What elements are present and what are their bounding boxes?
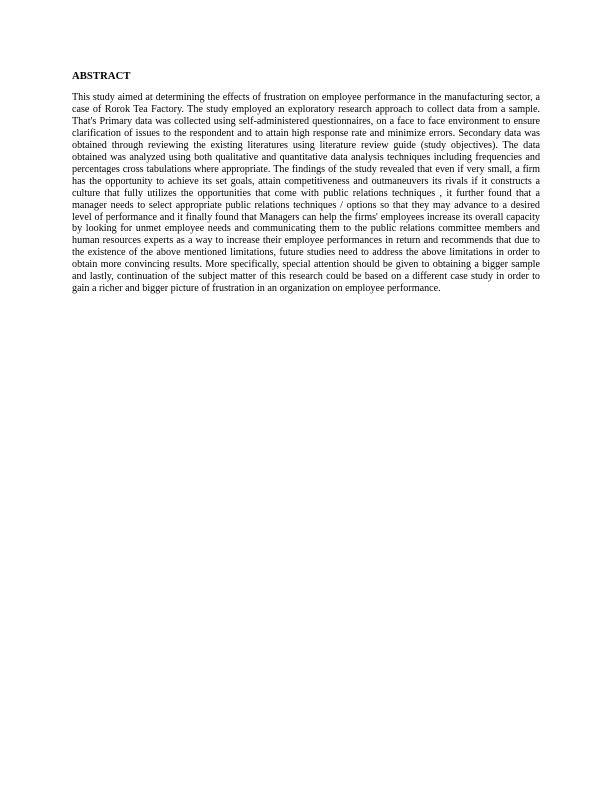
abstract-paragraph: This study aimed at determining the effects of frustration on employee performance in the manufacturing sector, a case of Rorok Tea Factory. The study employed an exploratory research approach to collect data from a sample. That's Primary data was collected using self-administered questionnaires, on a face to face environment to ensure clarification of issues to the respondent and to attain high response rate and minimize errors. Secondary data was obtained through reviewing the existing literatures using literature review guide (study objectives). The data obtained was analyzed using both qualitative and quantitative data analysis techniques including frequencies and percentages cross tabulations where appropriate. The findings of the study revealed that even if very small, a firm has the opportunity to achieve its set goals, attain competitiveness and outmaneuvers its rivals if it constructs a culture that fully utilizes the opportunities that come with public relations techniques , it further found that a manager needs to select appropriate public relations techniques / options so that they may advance to a desired level of performance and it finally found that Managers can help the firms' employees increase its overall capacity by looking for unmet employee needs and communicating them to the public relations committee members and human resources experts as a way to increase their employee performances in return and recommends that due to the existence of the above mentioned limitations, future studies need to address the above limitations in order to obtain more convincing results. More specifically, special attention should be given to obtaining a bigger sample and lastly, continuation of the subject matter of this research could be based on a different case study in order to gain a richer and bigger picture of frustration in an organization on employee performance.	[72, 92, 540, 295]
abstract-section	[72, 70, 540, 295]
abstract-heading: ABSTRACT	[72, 71, 131, 82]
